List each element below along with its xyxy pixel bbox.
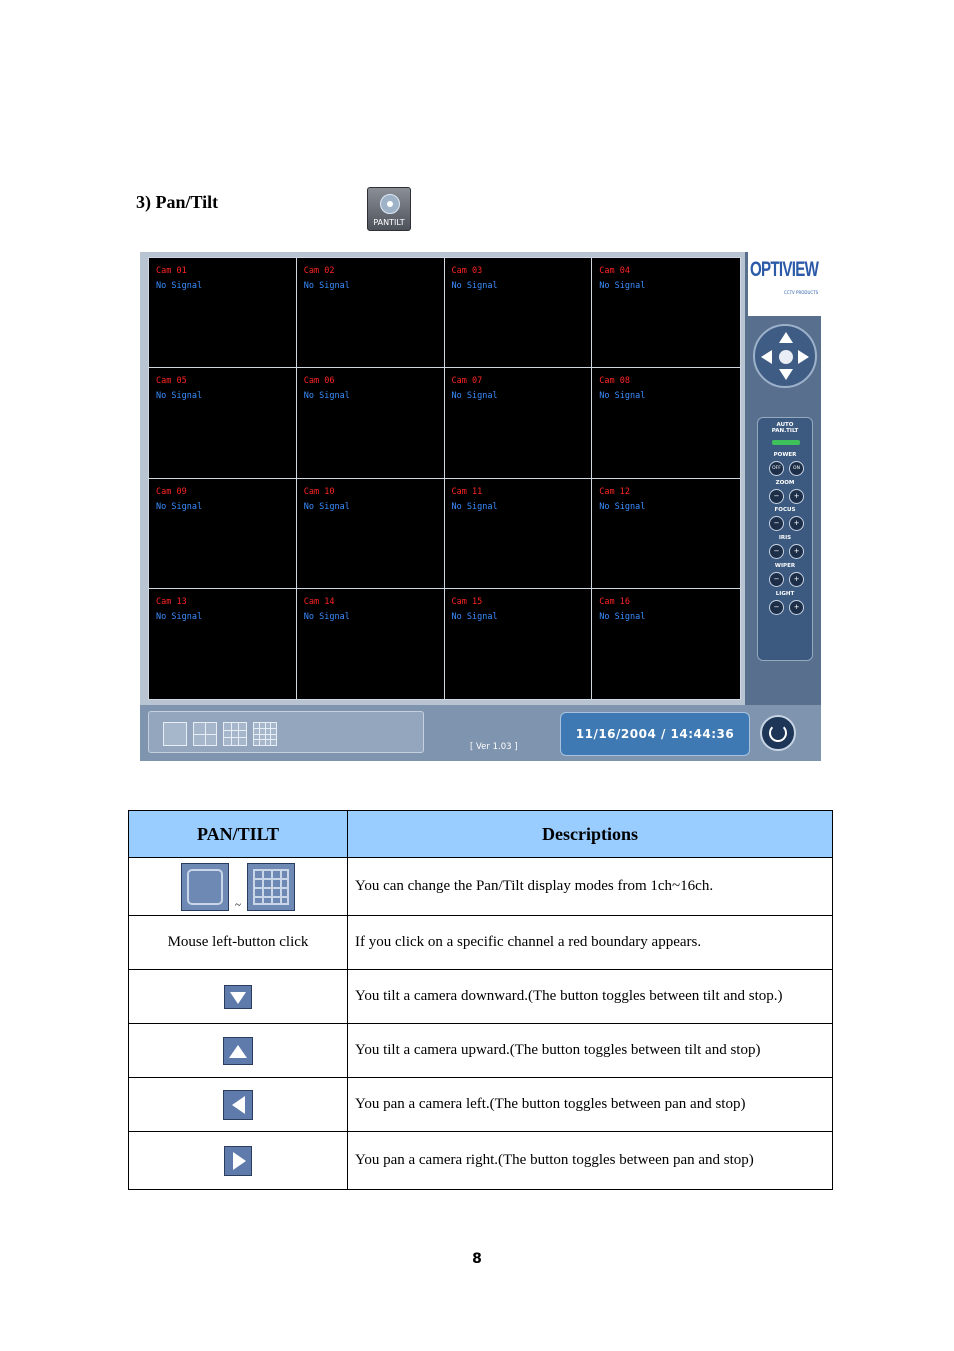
camera-channel[interactable] [592,258,740,368]
camera-label: Cam 15 [451,596,483,607]
table-row [129,916,833,970]
table-cell-desc: You can change the Pan/Tilt display modes from 1ch~16ch. [348,858,833,916]
signal-status: No Signal [303,501,350,512]
iris-plus-button[interactable]: + [789,544,804,559]
table-row [129,1024,833,1078]
camera-grid [148,257,741,700]
signal-status: No Signal [451,281,498,291]
wiper-minus-button[interactable]: − [769,572,784,587]
tilt-up-icon[interactable] [779,332,793,343]
display-mode-panel [148,711,424,753]
mode-16ch-button[interactable] [253,722,277,746]
table-cell-key: Mouse left-button click [129,916,348,970]
camera-label: Cam 14 [303,596,335,607]
signal-status: No Signal [599,391,646,402]
range-tilde: ~ [235,898,241,911]
direction-pad [753,324,817,388]
dpad-center-button[interactable] [779,350,793,364]
wiper-label: WIPER [774,563,796,569]
section-title: 3) Pan/Tilt [136,192,219,212]
single-view-icon [181,863,229,911]
zoom-minus-button[interactable]: − [769,489,784,504]
power-icon[interactable] [760,715,796,751]
camera-channel[interactable] [149,258,297,368]
table-cell-desc: If you click on a specific channel a red boundary appears. [348,916,833,970]
table-cell-desc: You pan a camera right.(The button toggles between pan and stop) [348,1132,833,1190]
signal-status: No Signal [599,281,646,291]
camera-label: Cam 06 [303,376,335,387]
signal-status: No Signal [156,281,203,291]
camera-label: Cam 16 [599,596,630,607]
pantilt-icon [380,194,400,214]
table-cell-desc: You pan a camera left.(The button toggles between pan and stop) [348,1078,833,1132]
app-screenshot [140,252,821,761]
light-plus-button[interactable]: + [789,600,804,615]
signal-status: No Signal [451,501,498,512]
camera-label: Cam 03 [451,266,483,276]
table-cell-desc: You tilt a camera downward.(The button toggles between tilt and stop.) [348,970,833,1024]
ptz-control-panel [757,417,813,661]
camera-label: Cam 11 [451,486,483,497]
camera-label: Cam 09 [156,486,187,497]
table-cell-key [129,970,348,1024]
zoom-label: ZOOM [775,480,795,486]
logo-text: OPTIVIEW [750,258,819,281]
table-header-row [129,811,833,858]
wiper-plus-button[interactable]: + [789,572,804,587]
grid-16-view-icon [247,863,295,911]
camera-channel[interactable] [149,479,297,589]
pantilt-button[interactable] [367,187,411,231]
camera-label: Cam 07 [451,376,483,387]
camera-channel[interactable] [445,368,593,478]
auto-pantilt-label: AUTO PAN.TILT [771,422,799,434]
camera-label: Cam 02 [303,266,335,276]
arrow-right-icon [224,1146,252,1176]
auto-pantilt-toggle[interactable] [772,440,800,445]
power-on-button[interactable]: ON [789,461,804,476]
header-pantilt: PAN/TILT [129,811,348,858]
pan-left-icon[interactable] [761,350,772,364]
mode-9ch-button[interactable] [223,722,247,746]
camera-channel[interactable] [297,589,445,699]
table-row [129,1132,833,1190]
table-row [129,858,833,916]
arrow-left-icon [223,1090,253,1120]
camera-channel[interactable] [149,589,297,699]
arrow-up-icon [223,1037,253,1065]
tilt-down-icon[interactable] [779,369,793,380]
focus-plus-button[interactable]: + [789,516,804,531]
control-sidebar [745,252,821,705]
focus-minus-button[interactable]: − [769,516,784,531]
logo-subtext: CCTV PRODUCTS [784,290,819,295]
signal-status: No Signal [156,501,203,512]
pantilt-button-label: PANTILT [373,218,405,227]
camera-label: Cam 04 [599,266,630,276]
camera-label: Cam 10 [303,486,335,497]
signal-status: No Signal [451,611,498,622]
table-cell-key [129,1024,348,1078]
header-descriptions: Descriptions [348,811,833,858]
camera-label: Cam 13 [156,596,187,607]
iris-label: IRIS [778,535,792,541]
signal-status: No Signal [599,611,646,622]
signal-status: No Signal [156,391,203,402]
camera-label: Cam 01 [156,266,187,276]
camera-channel[interactable] [297,479,445,589]
power-label: POWER [773,452,797,458]
table-cell-desc: You tilt a camera upward.(The button toggles between tilt and stop) [348,1024,833,1078]
camera-label: Cam 12 [599,486,630,497]
mode-4ch-button[interactable] [193,722,217,746]
signal-status: No Signal [156,611,203,622]
table-cell-key [129,1078,348,1132]
signal-status: No Signal [599,501,646,512]
camera-channel[interactable] [445,589,593,699]
signal-status: No Signal [303,281,350,291]
camera-channel[interactable] [445,258,593,368]
camera-label: Cam 05 [156,376,187,387]
display-mode-icons [129,858,348,916]
table-row [129,970,833,1024]
page-number: 8 [472,1251,482,1267]
focus-label: FOCUS [774,507,796,513]
camera-label: Cam 08 [599,376,630,387]
light-label: LIGHT [775,591,795,597]
light-minus-button[interactable]: − [769,600,784,615]
camera-channel[interactable] [297,368,445,478]
zoom-plus-button[interactable]: + [789,489,804,504]
version-label: [ Ver 1.03 ] [470,742,518,752]
datetime-display: 11/16/2004 / 14:44:36 [560,712,750,756]
signal-status: No Signal [451,391,498,402]
table-cell-key [129,1132,348,1190]
optiview-logo [748,252,822,316]
camera-channel[interactable] [592,479,740,589]
camera-channel[interactable] [445,479,593,589]
camera-channel[interactable] [149,368,297,478]
mode-1ch-button[interactable] [163,722,187,746]
video-frame [140,252,745,705]
camera-channel[interactable] [297,258,445,368]
camera-channel[interactable] [592,368,740,478]
pantilt-description-table [128,810,833,1190]
power-off-button[interactable]: OFF [769,461,784,476]
signal-status: No Signal [303,391,350,402]
pan-right-icon[interactable] [798,350,809,364]
iris-minus-button[interactable]: − [769,544,784,559]
table-row [129,1078,833,1132]
signal-status: No Signal [303,611,350,622]
camera-channel[interactable] [592,589,740,699]
arrow-down-icon [224,985,252,1009]
